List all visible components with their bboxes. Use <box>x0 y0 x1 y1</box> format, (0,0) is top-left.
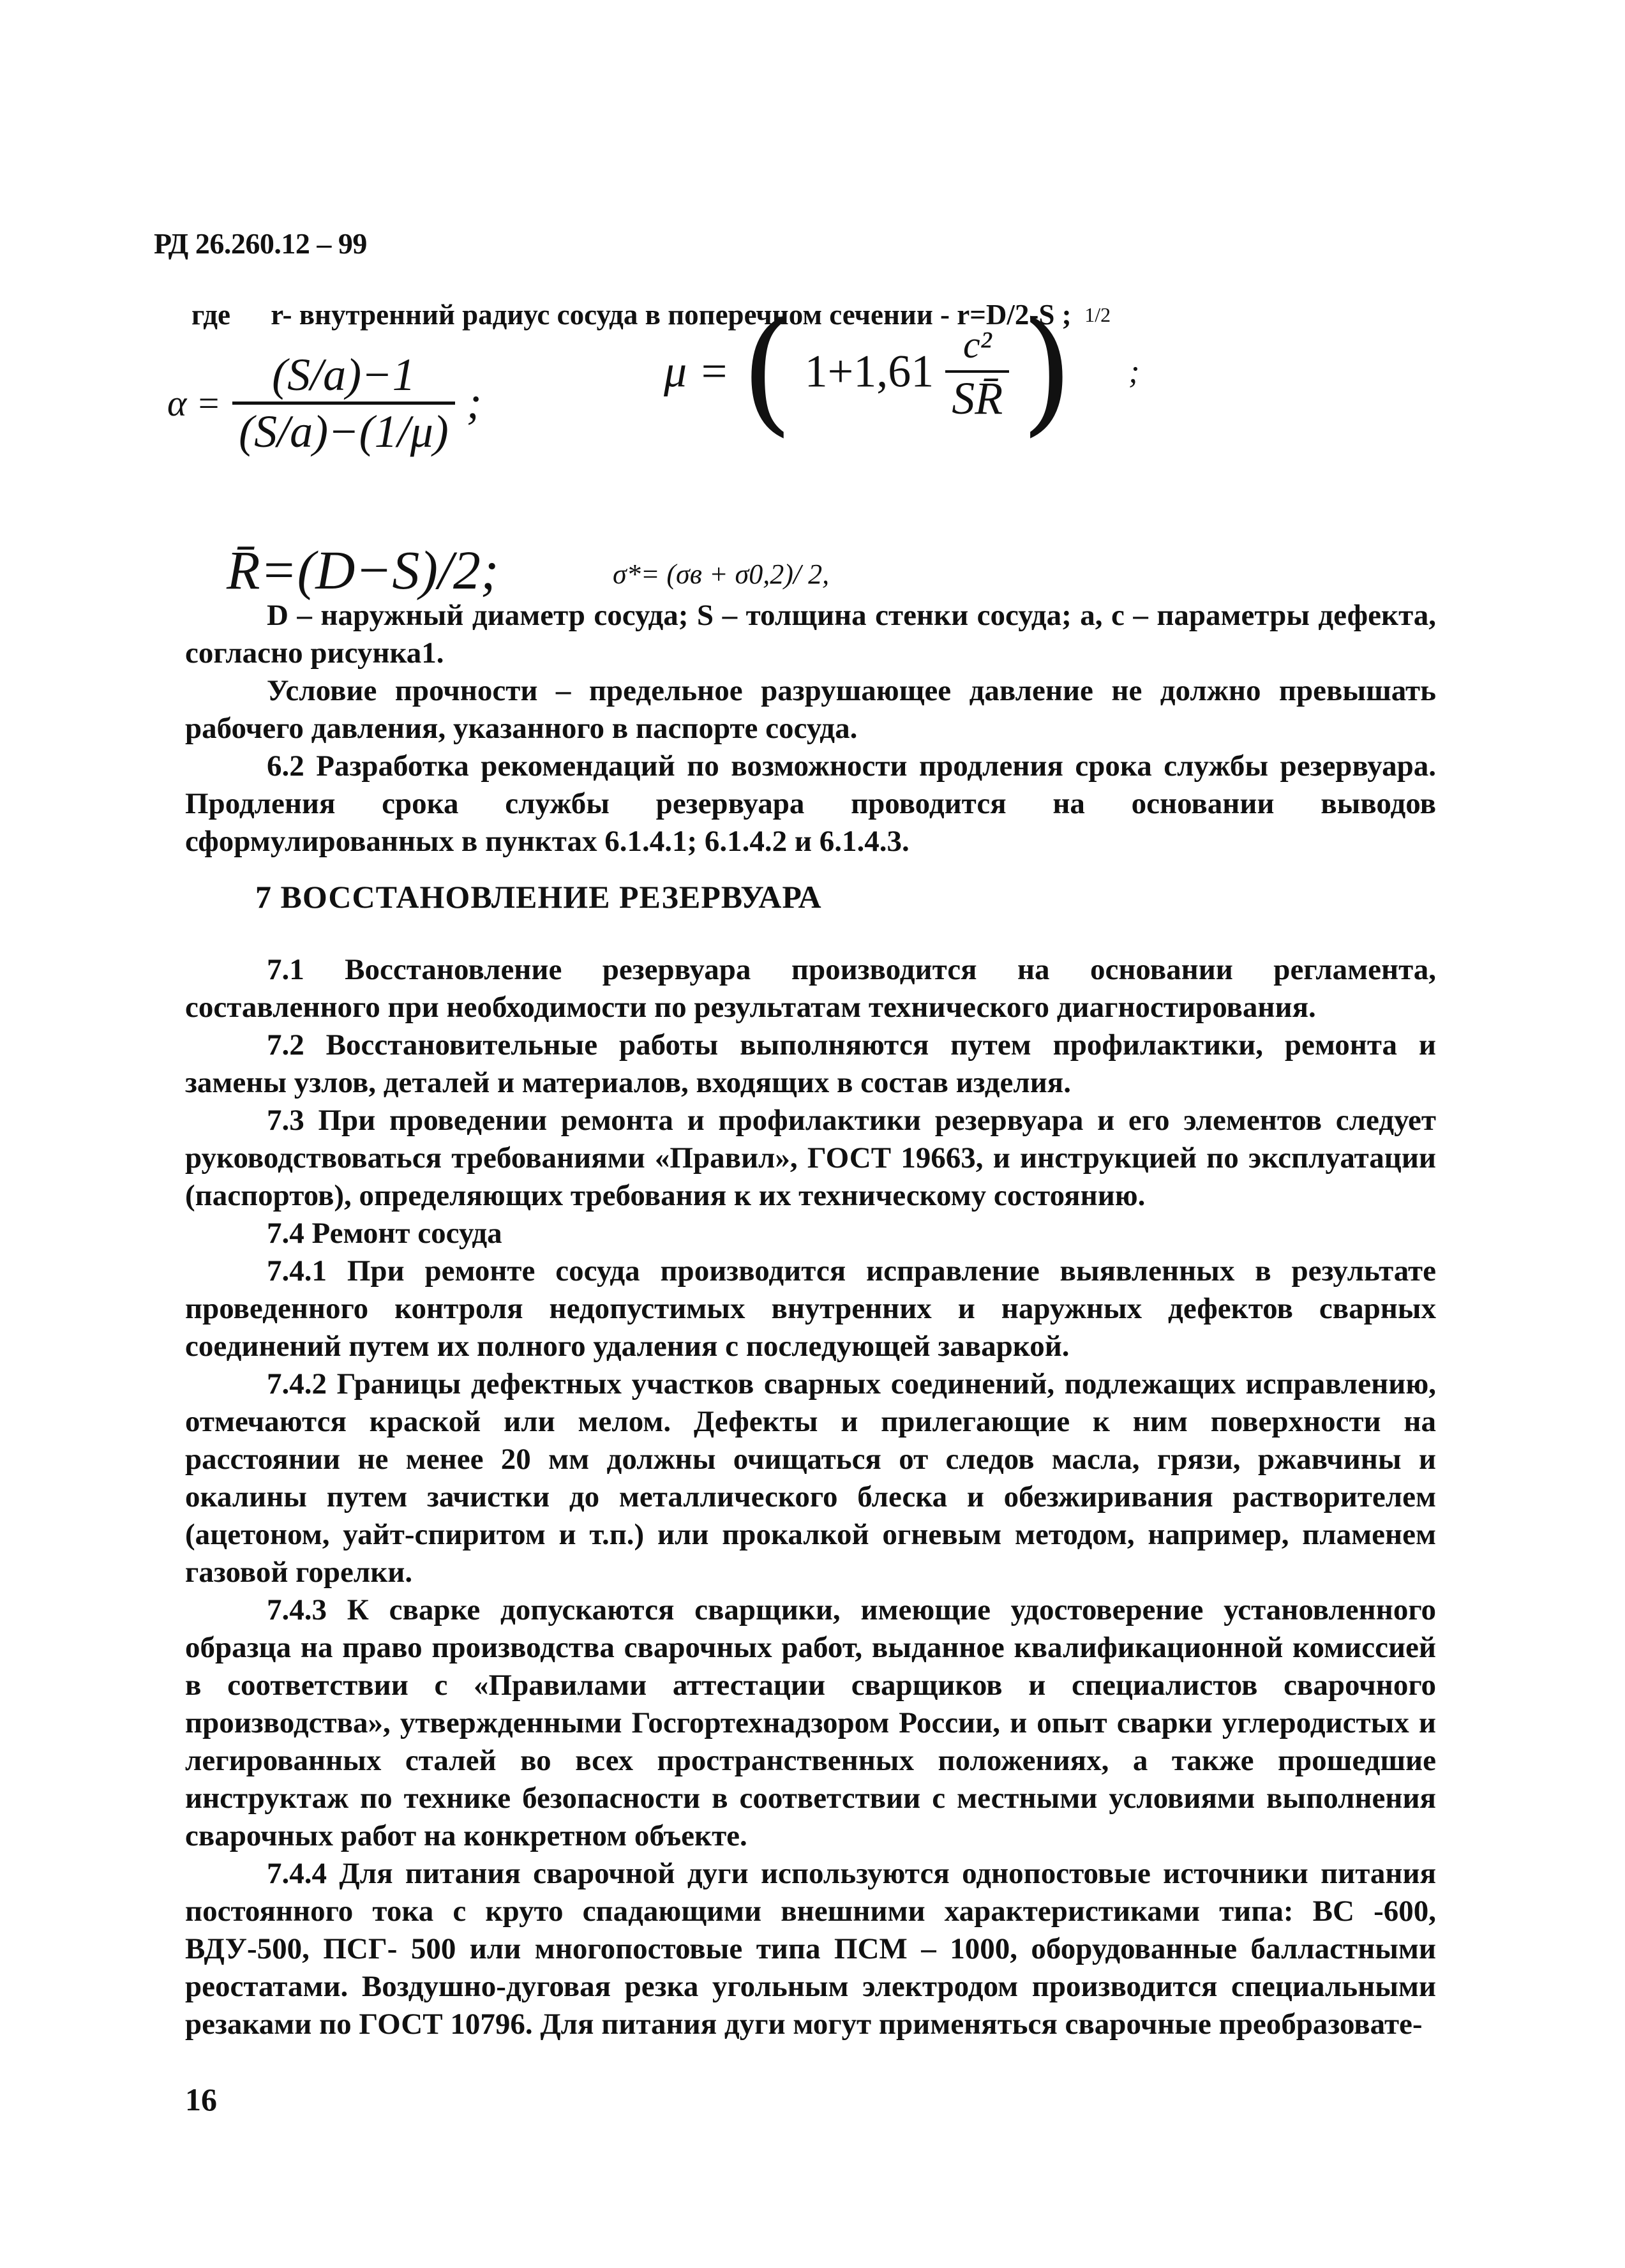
mu-exponent: 1/2 <box>1084 303 1111 326</box>
paragraph-strength-condition: Условие прочности – предельное разрушающее давление не должно превышать рабочего давления, указанного в паспорте сосуда. <box>185 674 1436 745</box>
alpha-lhs: α = <box>167 382 221 424</box>
alpha-denominator: (S/a)−(1/μ) <box>232 402 455 458</box>
mu-numerator: c² <box>962 324 992 366</box>
radius-definition-text: r- внутренний радиус сосуда в поперечном сечении - r=D/2-S ; <box>271 299 1072 331</box>
mu-fraction <box>945 319 1009 424</box>
paragraph-7-4-3: 7.4.3 К сварке допускаются сварщики, имеющие удостоверение установленного образца на право производства сварочных работ, выданное квалификационной комиссией в соответствии с «Правилами аттестации сварщиков и специалистов сварочного производства», утвержденными Госгортехнадзором России, и опыт сварки углеродистых и легированных сталей во всех пространственных положениях, а также прошедшие инструктаж по технике безопасности в соответствии с местными условиями выполнения сварочных работ на конкретном объекте. <box>185 1593 1436 1852</box>
paragraph-7-4-1: 7.4.1 При ремонте сосуда производится исправление выявленных в результате проведенного контроля недопустимых внутренних и наружных дефектов сварных соединений путем их полного удаления с последующей заваркой. <box>185 1254 1436 1363</box>
definitions-block <box>185 597 1436 860</box>
section-7-block <box>185 951 1436 2043</box>
sigma-formula: σ*= (σв + σ0,2)/ 2, <box>613 559 830 590</box>
left-paren-icon: ( <box>740 293 793 449</box>
r-formula: R̄=(D−S)/2; <box>227 539 499 601</box>
document-code: РД 26.260.12 – 99 <box>154 227 367 260</box>
page-number: 16 <box>185 2082 217 2117</box>
mu-lhs: μ = <box>664 345 730 397</box>
right-paren-icon: ) <box>1021 293 1074 449</box>
paragraph-7-4: 7.4 Ремонт сосуда <box>267 1217 502 1250</box>
section-heading: 7 ВОССТАНОВЛЕНИЕ РЕЗЕРВУАРА <box>255 879 822 915</box>
alpha-separator: ; <box>466 377 482 428</box>
mu-term: 1+1,61 <box>804 345 934 397</box>
paragraph-7-2: 7.2 Восстановительные работы выполняются путем профилактики, ремонта и замены узлов, деталей и материалов, входящих в состав изделия. <box>185 1028 1436 1099</box>
paragraph-6-2: 6.2 Разработка рекомендаций по возможности продления срока службы резервуара. Продления срока службы резервуара проводится на основании выводов сформулированных в пунктах 6.1.4.1; 6.1.4.2 и 6.1.4.3. <box>185 749 1436 858</box>
paragraph-7-3: 7.3 При проведении ремонта и профилактики резервуара и его элементов следует руководствоваться требованиями «Правил», ГОСТ 19663, и инструкцией по эксплуатации (паспортов), определяющих требования к их техническому состоянию. <box>185 1104 1436 1212</box>
mu-end: ; <box>1128 353 1140 390</box>
paragraph-definitions: D – наружный диаметр сосуда; S – толщина стенки сосуда; a, c – параметры дефекта, согласно рисунка1. <box>185 599 1436 670</box>
paragraph-7-1: 7.1 Восстановление резервуара производится на основании регламента, составленного при необходимости по результатам технического диагностирования. <box>185 953 1436 1024</box>
alpha-formula <box>167 348 482 458</box>
paragraph-7-4-4: 7.4.4 Для питания сварочной дуги используются однопостовые источники питания постоянного тока с круто спадающими внешними характеристиками типа: ВС -600, ВДУ-500, ПСГ- 500 или многопостовые типа ПСМ – 1000, оборудованные балластными реостатами. Воздушно-дуговая резка угольным электродом производится специальными резаками по ГОСТ 10796. Для питания дуги могут применяться сварочные преобразовате- <box>185 1857 1436 2041</box>
mu-denominator: SR̄ <box>945 370 1009 424</box>
where-label: где <box>191 299 230 331</box>
alpha-numerator: (S/a)−1 <box>272 349 416 400</box>
paragraph-7-4-2: 7.4.2 Границы дефектных участков сварных соединений, подлежащих исправлению, отмечаются краской или мелом. Дефекты и прилегающие к ним поверхности на расстоянии не менее 20 мм должны очищаться от следов масла, грязи, ржавчины и окалины путем зачистки до металлического блеска и обезжиривания растворителем (ацетоном, уайт-спиритом и т.п.) или прокалкой огневым методом, например, пламенем газовой горелки. <box>185 1367 1436 1589</box>
alpha-fraction <box>232 348 455 458</box>
